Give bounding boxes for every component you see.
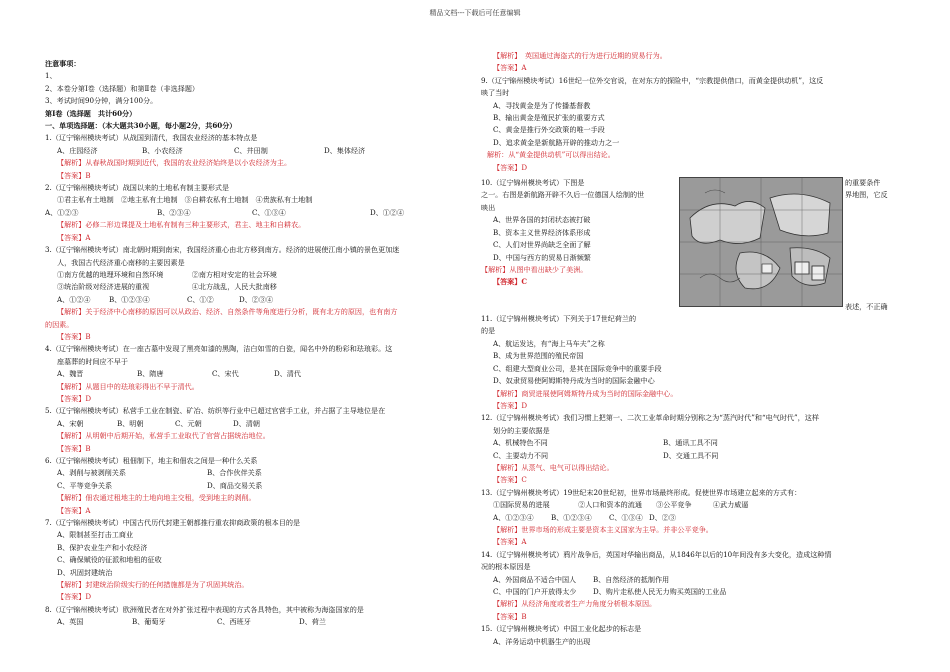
- question-stem: 5.（辽宁锦州模块考试）私营手工业在制瓷、矿冶、纺织等行业中已超过官营手工业，并占据了主导地位是在: [45, 406, 386, 416]
- question-stem: 9.（辽宁锦州模块考试）16世纪一位外交官说，在对东方的探险中，“宗教提供借口，而黄金提供动机”，这反: [481, 75, 824, 85]
- option: B、自然经济的抵制作用: [593, 574, 670, 584]
- question-stem-cont: 划分的主要依据是: [493, 425, 550, 435]
- options-row: [481, 586, 905, 598]
- answer: 【答案】B: [57, 331, 91, 341]
- option: C、元朝: [175, 418, 202, 428]
- option: A、庄园经济: [57, 145, 98, 155]
- option: B、保护农业生产和小农经济: [57, 542, 148, 552]
- option: D、②③④: [239, 294, 274, 304]
- analysis: 【解析】从明朝中后期开始，私营手工业取代了官营占据统治地位。: [57, 431, 270, 441]
- answer: 【答案】B: [493, 611, 527, 621]
- answer: 【答案】D: [493, 400, 528, 410]
- answer: 【答案】A: [57, 505, 91, 515]
- option: C、中国的门户开放得太少: [493, 587, 577, 596]
- options-row: [45, 616, 477, 628]
- option: C、人们对世界尚缺乏全面了解: [493, 240, 591, 250]
- option: A、魏晋: [57, 369, 84, 379]
- option: D、商品交易关系: [207, 480, 263, 490]
- answer: 【答案】A: [493, 63, 527, 73]
- analysis: 【解析】从图中看出缺少了美洲。: [481, 264, 588, 274]
- question-stem: 1.（辽宁锦州模块考试）从战国到清代，我国农业经济的基本特点是: [45, 133, 258, 143]
- analysis: 【解析】必修二形边课提及土地私有制有三种主要形式，君主、地主和自耕农。: [57, 220, 306, 230]
- answer: 【答案】B: [57, 170, 91, 180]
- options-row: [45, 467, 477, 479]
- option: D、追求黄金是新航路开辟的推动力之一: [493, 137, 620, 147]
- option: C、主要动力不同: [493, 450, 549, 460]
- question-stem: 6.（辽宁锦州模块考试）租佃制下，地主和佃农之间是一种什么关系: [45, 456, 258, 465]
- question-stem: 10.（辽宁锦州模块考试）下图是: [481, 178, 585, 188]
- option: C、确保赋役的征派和地租的征收: [57, 555, 162, 565]
- options-row: [45, 480, 477, 492]
- analysis: 【解析】 英国通过海盗式的行为进行近期的贸易行为。: [493, 51, 667, 60]
- analysis: 【解析】从春秋战国时期到近代，我国的农业经济始终是以小农经济为主。: [57, 158, 292, 168]
- analysis: 【解析】从题目中的珐琅彩得出不早于清代。: [57, 381, 199, 391]
- question-stem-cont: 映出: [481, 202, 496, 212]
- answer: 【答案】C: [493, 475, 527, 485]
- map-drawing: [680, 178, 842, 306]
- question-stem: 15.（辽宁锦州模块考试）中国工业化起步的标志是: [481, 624, 642, 634]
- option: A、①②③④: [493, 512, 534, 522]
- option: D、购片走私使人民无力购买英国的工业品: [593, 587, 727, 596]
- option: A、机械特色不同: [493, 438, 548, 448]
- analysis: 【解析】佃农通过租地主的土地向地主交租，受到地主的剥削。: [57, 493, 256, 503]
- answer: 【答案】C: [493, 277, 528, 287]
- options-row: [45, 368, 477, 380]
- option: B、输出黄金是殖民扩张的重要方式: [493, 113, 605, 123]
- question-stem-side: 的重要条件: [845, 178, 881, 188]
- sub-items: ①国际贸易的进展 ②人口和资本的流通 ③公平竞争 ④武力威逼: [493, 500, 749, 510]
- option: C、平等竞争关系: [57, 480, 113, 490]
- options-row: [45, 294, 477, 306]
- question-stem-cont: 人，我国古代经济重心南移的主要因素是: [57, 257, 185, 267]
- question-stem: 3.（辽宁锦州模块考试）南北朝时期到南宋，我国经济重心由北方移到南方。经济的进展使江南小镇的景色更加迷: [45, 245, 400, 255]
- analysis: 【解析】世界市场的形成主要是资本主义国家为主导。并非公平竞争。: [493, 524, 713, 534]
- question-stem-side: 界地图，它反: [845, 190, 888, 200]
- notes-line: 3、考试时间90分钟，满分100分。: [45, 96, 158, 106]
- option: D、交通工具不同: [663, 450, 719, 460]
- option: A、①②③: [45, 207, 79, 217]
- option: B、小农经济: [142, 145, 183, 155]
- page-header: 精品文档---下载后可任意编辑: [429, 9, 521, 17]
- part-title: 第Ⅰ卷（选择题 共计60分）: [45, 108, 137, 118]
- analysis: 【解析】关于经济中心南移的原因可以从政治、经济、自然条件等角度进行分析，既有北方的原因，也有南方: [57, 307, 398, 317]
- question-stem: 2.（辽宁锦州模块考试）战国以来的土地私有制主要形式是: [45, 183, 230, 193]
- options-row: [45, 207, 477, 219]
- answer: 【答案】A: [493, 537, 527, 547]
- options-row: [481, 450, 905, 462]
- option: C、①③④: [252, 207, 286, 217]
- option: C、①③④: [609, 512, 643, 522]
- question-stem-cont: 映了当时: [481, 88, 510, 98]
- option: A、世界各国的封闭状态被打破: [493, 215, 591, 225]
- question-stem: 4.（辽宁锦州模块考试）在一座古墓中发现了黑亮如漆的黑陶，洁白如雪的白瓷，闻名中外的粉彩和珐琅彩。这: [45, 344, 393, 354]
- question-stem-cont: 之一。右图是新航路开辟不久后一位德国人绘制的世: [481, 190, 645, 200]
- answer: 【答案】B: [57, 443, 91, 453]
- sub-items: ③统治阶级对经济进展的重视 ④北方战乱，人民大批南移: [57, 282, 277, 292]
- analysis-cont: 的因素。: [45, 319, 74, 329]
- option: C、宋代: [212, 369, 239, 379]
- answer: 【答案】D: [493, 162, 528, 172]
- notes-line: 2、本卷分第Ⅰ卷（选择题）和第Ⅱ卷（非选择题）: [45, 83, 200, 93]
- option: A、寻找黄金是为了传播基督教: [493, 100, 591, 110]
- question-stem-cont: 的是: [481, 326, 496, 336]
- old-world-map-image: [679, 177, 843, 307]
- answer: 【答案】D: [57, 592, 92, 602]
- option: A、限制甚至打击工商业: [57, 530, 134, 540]
- option: B、隋唐: [137, 369, 164, 379]
- options-row: [45, 145, 477, 157]
- options-row: [481, 574, 905, 586]
- option: D、①②④: [370, 207, 405, 217]
- option: D、清代: [274, 369, 301, 379]
- analysis: 【解析】商贸进展使阿姆斯特丹成为当时的国际金融中心。: [493, 388, 678, 398]
- question-stem-cont: 况的根本原因是: [481, 562, 531, 572]
- left-column: [45, 52, 477, 629]
- option: B、②③④: [157, 207, 191, 217]
- question-stem: 8.（辽宁锦州模块考试）欧洲殖民者在对外扩张过程中表现的方式各具特色，其中被称为海盗国家的是: [45, 604, 364, 614]
- notes-line: 1、: [45, 71, 57, 81]
- option: B、明朝: [117, 418, 144, 428]
- question-stem: 7.（辽宁锦州模块考试）中国古代历代封建王朝都推行重农抑商政策的根本目的是: [45, 518, 301, 528]
- option: A、宋朝: [57, 418, 84, 428]
- option: A、英国: [57, 617, 84, 627]
- option: C、黄金是推行外交政策的唯一手段: [493, 125, 605, 135]
- answer: 【答案】A: [57, 232, 91, 242]
- option: D、集体经济: [324, 145, 366, 155]
- question-stem-cont: 座墓葬的时间应不早于: [57, 356, 128, 366]
- options-row: [481, 437, 905, 449]
- question-with-map: [481, 177, 905, 313]
- analysis: 【解析】从蒸气、电气可以得出结论。: [493, 462, 614, 472]
- question-stem: 11.（辽宁锦州模块考试）下列关于17世纪荷兰的: [481, 314, 637, 324]
- answer: 【答案】D: [57, 393, 92, 403]
- option: D、中国与西方的贸易日渐频繁: [493, 252, 591, 262]
- notes-title: 注意事项：: [45, 59, 81, 68]
- question-text: [481, 177, 669, 289]
- option: B、成为世界范围的殖民帝国: [493, 351, 584, 361]
- option: D、清朝: [233, 418, 260, 428]
- right-column: [481, 50, 905, 648]
- option: B、通讯工具不同: [663, 438, 718, 448]
- sub-items: ①君主私有土地制 ②地主私有土地制 ③自耕农私有土地制 ④贵族私有土地制: [57, 195, 313, 205]
- option: D、②③: [649, 512, 676, 522]
- analysis: 解析：从“黄金提供动机”可以得出结论。: [487, 150, 615, 160]
- option: B、合作伙伴关系: [207, 468, 262, 478]
- options-row: [45, 418, 477, 430]
- question-stem: 13.（辽宁锦州模块考试）19世纪末20世纪初，世界市场最终形成。促使世界市场建立起来的方式有：: [481, 487, 802, 497]
- options-row: [481, 512, 905, 524]
- option: B、①②③④: [551, 512, 592, 522]
- option: A、剥削与被剥削关系: [57, 468, 126, 478]
- option: C、①②: [187, 294, 214, 304]
- option: C、西班牙: [217, 617, 251, 627]
- option: C、组建大型商业公司，是其在国际竞争中的重要手段: [493, 363, 662, 373]
- option: B、①②③④: [109, 294, 150, 304]
- question-stem: 12.（辽宁锦州模块考试）我们习惯上把第一、二次工业革命时期分别称之为“蒸汽时代”和“电气时代”，这样: [481, 413, 819, 423]
- option: B、资本主义世界经济体系形成: [493, 227, 591, 237]
- question-stem: 14.（辽宁锦州模块考试）鸦片战争后，英国对华输出商品，从1846年以后的10年间没有多大变化，造成这种情: [481, 549, 832, 559]
- option: A、外国商品不适合中国人: [493, 574, 577, 584]
- sub-items: ①南方优越的地理环境和自然环境 ②南方相对安定的社会环境: [57, 269, 277, 279]
- option: D、巩固封建统治: [57, 567, 113, 577]
- question-stem-side: 表述，不正确: [845, 302, 888, 312]
- analysis: 【解析】封建统治阶级实行的任何措施都是为了巩固其统治。: [57, 580, 249, 590]
- analysis: 【解析】从经济角度或者生产力角度分析根本原因。: [493, 599, 657, 609]
- section-title: 一、单项选择题：（本大题共30小题，每小题2分，共60分）: [45, 121, 237, 131]
- option: D、奴隶贸易使阿姆斯特丹成为当时的国际金融中心: [493, 376, 655, 386]
- option: A、洋务运动中机器生产的出现: [493, 636, 591, 646]
- option: B、葡萄牙: [132, 617, 166, 627]
- option: D、荷兰: [299, 617, 326, 627]
- option: C、井田制: [234, 145, 268, 155]
- option: A、航运发达，有“海上马车夫”之称: [493, 338, 605, 348]
- option: A、①②④: [57, 294, 91, 304]
